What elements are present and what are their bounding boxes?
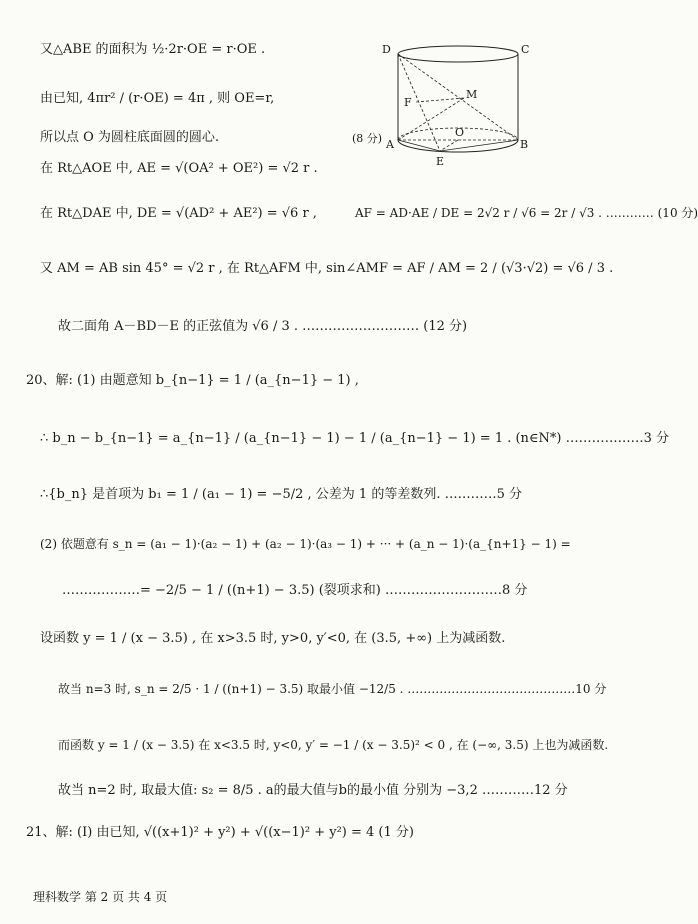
page-footer: 理科数学 第 2 页 共 4 页 [33,890,168,904]
line-10: ∴{b_n} 是首项为 b₁ = 1 / (a₁ − 1) = −5/2 , 公差为 1 的等差数列. …………5 分 [40,487,522,502]
line-14: 故当 n=3 时, s_n = 2/5 · 1 / ((n+1) − 3.5) 取最小值 −12/5 . ……………………………………10 分 [58,682,607,696]
line-3: 所以点 O 为圆柱底面圆的圆心. [40,130,220,145]
label-a: A [386,138,394,151]
line-11: (2) 依题意有 s_n = (a₁ − 1)·(a₂ − 1) + (a₂ − 1)·(a₃ − 1) + ··· + (a_n − 1)·(a_{n+1} − 1) = [40,537,571,551]
line-13: 设函数 y = 1 / (x − 3.5) , 在 x>3.5 时, y>0, y′<0, 在 (3.5, +∞) 上为减函数. [40,631,506,646]
line-17: 21、解: (Ⅰ) 由已知, √((x+1)² + y²) + √((x−1)² + y²) = 4 (1 分) [26,825,414,840]
line-12: ………………= −2/5 − 1 / ((n+1) − 3.5) (裂项求和) ………………………8 分 [62,583,528,598]
line-1: 又△ABE 的面积为 ½·2r·OE = r·OE . [40,42,266,57]
label-c: C [521,43,530,56]
line-15: 而函数 y = 1 / (x − 3.5) 在 x<3.5 时, y<0, y′ = −1 / (x − 3.5)² < 0 , 在 (−∞, 3.5) 上也为减函数. [58,738,609,752]
line-2: 由已知, 4πr² / (r·OE) = 4π , 则 OE=r, [40,91,275,106]
label-o: O [455,126,465,139]
label-d: D [382,43,391,56]
line-7: 故二面角 A－BD－E 的正弦值为 √6 / 3 . ……………………… (12 分) [58,319,468,334]
label-b: B [520,138,529,151]
line-4: 在 Rt△AOE 中, AE = √(OA² + OE²) = √2 r . [40,161,318,176]
cylinder-figure [352,40,530,170]
line-5a: 在 Rt△DAE 中, DE = √(AD² + AE²) = √6 r , [40,206,317,221]
line-16: 故当 n=2 时, 取最大值: s₂ = 8/5 . a的最大值与b的最小值 分别为 −3,2 …………12 分 [58,783,568,798]
line-9: ∴ b_n − b_{n−1} = a_{n−1} / (a_{n−1} − 1) − 1 / (a_{n−1} − 1) = 1 . (n∈N*) ………………3 分 [40,431,670,446]
label-f: F [404,96,412,109]
score-8: (8 分) [352,132,383,145]
label-e: E [436,155,445,168]
label-m: M [466,88,478,101]
line-6: 又 AM = AB sin 45° = √2 r , 在 Rt△AFM 中, sin∠AMF = AF / AM = 2 / (√3·√2) = √6 / 3 . [40,261,614,276]
line-5b: AF = AD·AE / DE = 2√2 r / √6 = 2r / √3 . ………… (10 分) [355,206,698,220]
line-8: 20、解: (1) 由题意知 b_{n−1} = 1 / (a_{n−1} − 1) , [26,373,359,388]
